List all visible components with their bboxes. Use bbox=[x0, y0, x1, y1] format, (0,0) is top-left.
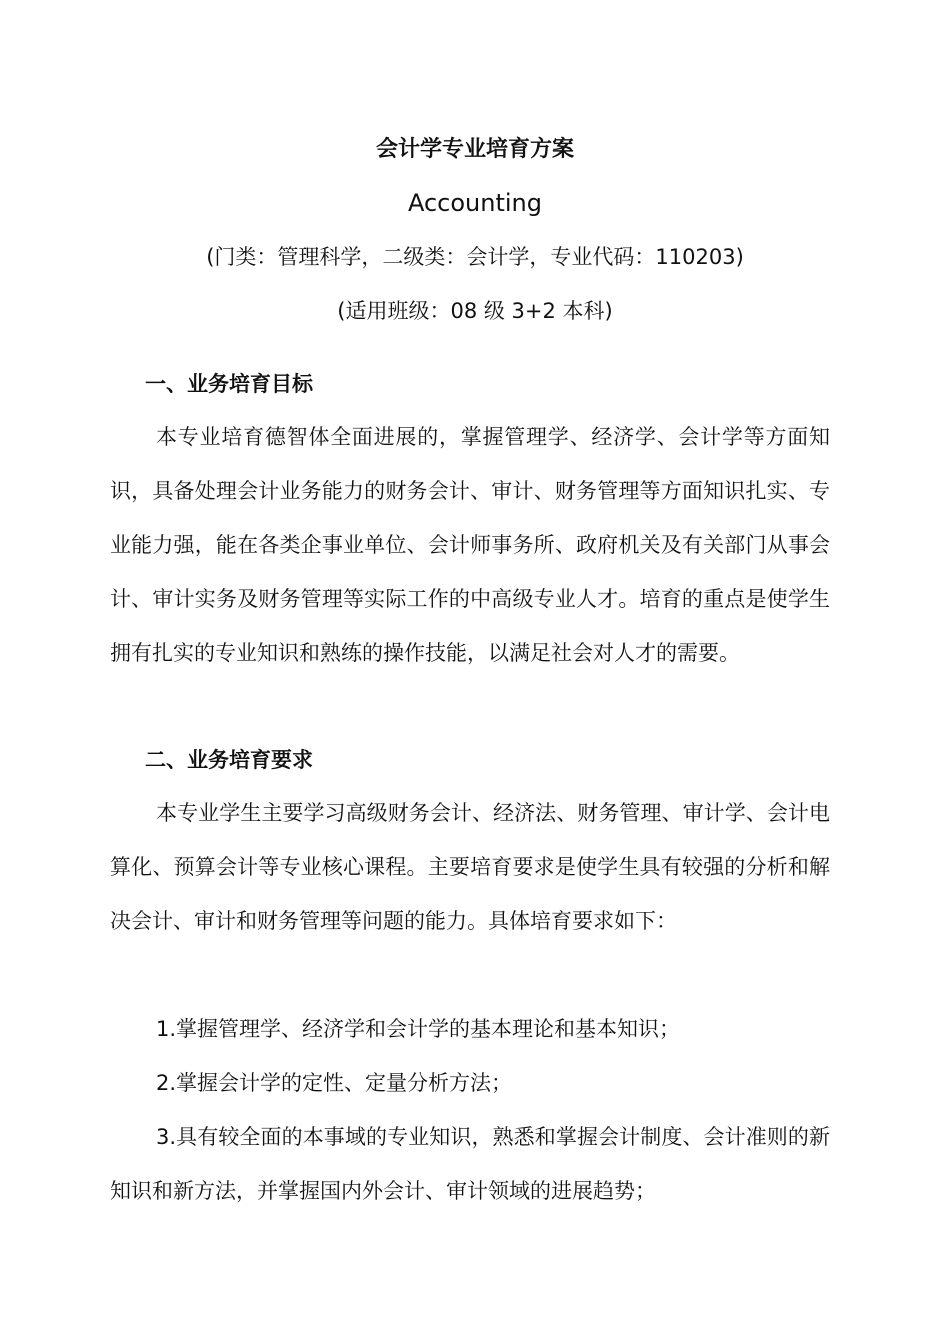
list-item: 3.具有较全面的本事域的专业知识，熟悉和掌握会计制度、会计准则的新知识和新方法，并掌握国内外会计、审计领域的进展趋势； bbox=[110, 1125, 830, 1203]
section-paragraph-2: 本专业学生主要学习高级财务会计、经济法、财务管理、审计学、会计电算化、预算会计等专业核心课程。主要培育要求是使学生具有较强的分析和解决会计、审计和财务管理等问题的能力。具体培育要求如下： bbox=[110, 801, 830, 933]
list-item: 2.掌握会计学的定性、定量分析方法； bbox=[156, 1071, 513, 1095]
list-item: 1.掌握管理学、经济学和会计学的基本理论和基本知识； bbox=[156, 1017, 681, 1041]
class-line: (适用班级：08 级 3+2 本科) bbox=[337, 299, 613, 323]
requirements-list bbox=[110, 1002, 830, 1218]
section-heading-1: 一、业务培育目标 bbox=[145, 372, 313, 396]
document-subtitle: Accounting bbox=[407, 189, 542, 217]
category-line: (门类：管理科学，二级类：会计学，专业代码：110203) bbox=[206, 245, 744, 269]
section-paragraph-1: 本专业培育德智体全面进展的，掌握管理学、经济学、会计学等方面知识，具备处理会计业务能力的财务会计、审计、财务管理等方面知识扎实、专业能力强，能在各类企事业单位、会计师事务所、政府机关及有关部门从事会计、审计实务及财务管理等实际工作的中高级专业人才。培育的重点是使学生拥有扎实的专业知识和熟练的操作技能，以满足社会对人才的需要。 bbox=[110, 425, 830, 665]
document-title: 会计学专业培育方案 bbox=[375, 137, 574, 162]
section-heading-2: 二、业务培育要求 bbox=[145, 748, 313, 772]
